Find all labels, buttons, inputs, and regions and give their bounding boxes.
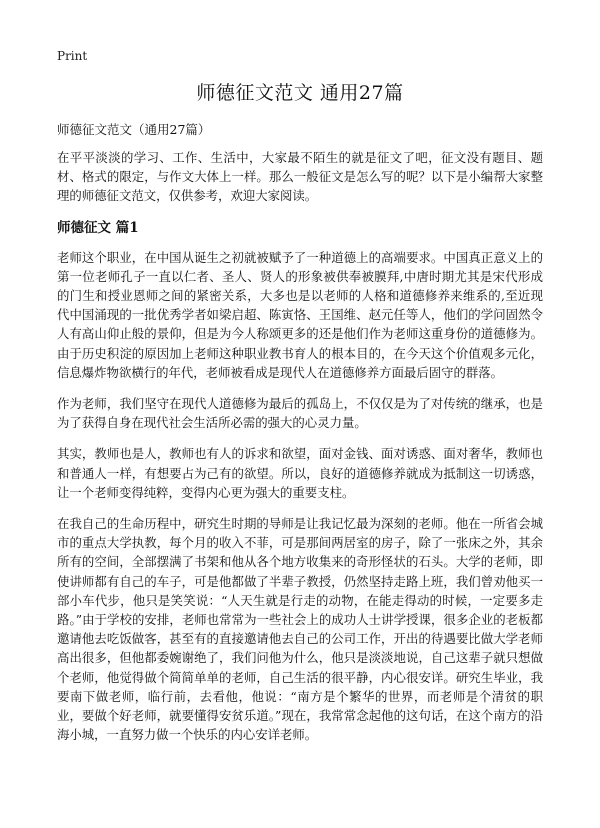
document-subtitle: 师德征文范文（通用27篇）	[57, 122, 211, 137]
section-heading: 师德征文 篇1	[57, 219, 139, 236]
intro-paragraph: 在平平淡淡的学习、工作、生活中，大家最不陌生的就是征文了吧，征文没有题目、题材、格式的限定，与作文大体上一样。那么一般征文是怎么写的呢？以下是小编帮大家整理的师德征文范文，仅供参考，欢迎大家阅读。	[57, 150, 543, 204]
body-paragraph-3: 其实，教师也是人，教师也有人的诉求和欲望，面对金钱、面对诱惑、面对奢华，教师也和普通人一样，有想要占为己有的欲望。所以，良好的道德修养就成为抵制这一切诱惑，让一个老师变得纯粹，变得内心更为强大的重要支柱。	[57, 446, 543, 500]
body-paragraph-4: 在我自己的生命历程中，研究生时期的导师是让我记忆最为深刻的老师。他在一所省会城市的重点大学执教，每个月的收入不菲，可是那间两居室的房子，除了一张床之外，其余所有的空间，全部摆满了书架和他从各个地方收集来的奇形怪状的石头。大学的老师，即使讲师都有自己的车子，可是他都做了半辈子教授，仍然坚持走路上班，我们曾劝他买一部小车代步，他只是笑笑说：“人天生就是行走的动物，在能走得动的时候，一定要多走路。”由于学校的安排，老师也常常为一些社会上的成功人士讲学授课，很多企业的老板都邀请他去吃饭做客，甚至有的直接邀请他去自己的公司工作，开出的待遇要比做大学老师高出很多，但他都委婉谢绝了，我们问他为什么，他只是淡淡地说，自己这辈子就只想做个老师，他觉得做个简简单单的老师，自己生活的很平静，内心很安详。研究生毕业，我要南下做老师，临行前，去看他，他说：“南方是个繁华的世界，而老师是个清贫的职业，要做个好老师，就要懂得安贫乐道。”现在，我常常念起他的这句话，在这个南方的沿海小城，一直努力做一个快乐的内心安详老师。	[57, 516, 543, 743]
document-body	[57, 148, 543, 756]
body-paragraph-2: 作为老师，我们坚守在现代人道德修为最后的孤岛上，不仅仅是为了对传统的继承，也是为了获得自身在现代社会生活所必需的强大的心灵力量。	[57, 396, 543, 431]
body-paragraph-1: 老师这个职业，在中国从诞生之初就被赋予了一种道德上的高端要求。中国真正意义上的第一位老师孔子一直以仁者、圣人、贤人的形象被供奉被膜拜,中唐时期尤其是宋代形成的门生和授业恩师之间的紧密关系，大多也是以老师的人格和道德修养来维系的,至近现代中国涌现的一批优秀学者如梁启超、陈寅恪、王国维、赵元任等人，他们的学问固然令人有高山仰止般的景仰，但是为今人称颂更多的还是他们作为老师这重身份的道德修为。由于历史积淀的原因加上老师这种职业教书育人的根本目的，在今天这个价值观多元化，信息爆炸物欲横行的年代，老师被看成是现代人在道德修养方面最后固守的群落。	[57, 249, 543, 380]
document-title: 师德征文范文 通用27篇	[196, 82, 404, 104]
print-link[interactable]: Print	[57, 49, 88, 63]
